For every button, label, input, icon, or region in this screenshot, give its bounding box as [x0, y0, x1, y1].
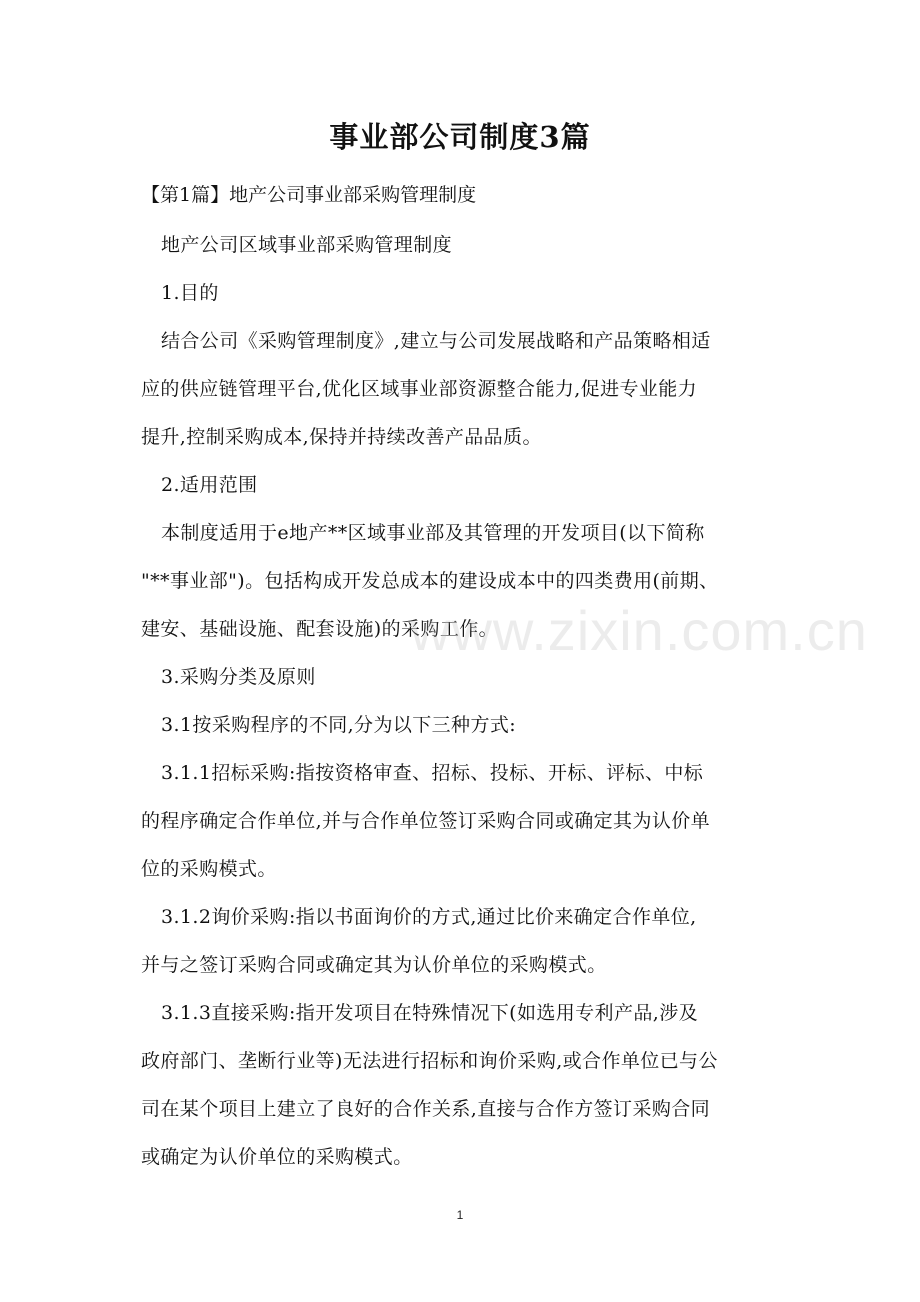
- paragraph-line: 3.1按采购程序的不同,分为以下三种方式:: [161, 714, 517, 736]
- paragraph-line: "**事业部")。包括构成开发总成本的建设成本中的四类费用(前期、: [141, 570, 719, 592]
- watermark: www.zixin.com.cn: [410, 599, 868, 662]
- paragraph-line: 位的采购模式。: [141, 858, 277, 880]
- section-2-heading: 2.适用范围: [161, 474, 258, 496]
- paragraph-line: 建安、基础设施、配套设施)的采购工作。: [141, 618, 499, 640]
- paragraph-line: 3.1.1招标采购:指按资格审查、招标、投标、开标、评标、中标: [161, 762, 704, 784]
- paragraph-line: 3.1.2询价采购:指以书面询价的方式,通过比价来确定合作单位,: [161, 906, 697, 928]
- paragraph-line: 3.1.3直接采购:指开发项目在特殊情况下(如选用专利产品,涉及: [161, 1002, 698, 1024]
- paragraph-line: 提升,控制采购成本,保持并持续改善产品品质。: [141, 426, 542, 448]
- paragraph-line: 司在某个项目上建立了良好的合作关系,直接与合作方签订采购合同: [141, 1098, 711, 1120]
- section-1-heading: 1.目的: [161, 282, 219, 304]
- page-number: 1: [456, 1208, 464, 1222]
- paragraph-line: 的程序确定合作单位,并与合作单位签订采购合同或确定其为认价单: [141, 810, 711, 832]
- document-title: 事业部公司制度3篇: [329, 120, 591, 154]
- paragraph-line: 应的供应链管理平台,优化区域事业部资源整合能力,促进专业能力: [141, 378, 698, 400]
- paragraph-line: 政府部门、垄断行业等)无法进行招标和询价采购,或合作单位已与公: [141, 1050, 718, 1072]
- paragraph-line: 或确定为认价单位的采购模式。: [141, 1146, 413, 1168]
- section-3-heading: 3.采购分类及原则: [161, 666, 316, 688]
- section-heading: 【第1篇】地产公司事业部采购管理制度: [141, 184, 477, 206]
- subtitle-line: 地产公司区域事业部采购管理制度: [161, 234, 453, 256]
- paragraph-line: 本制度适用于e地产**区域事业部及其管理的开发项目(以下简称: [161, 522, 705, 544]
- paragraph-line: 并与之签订采购合同或确定其为认价单位的采购模式。: [141, 954, 607, 976]
- paragraph-line: 结合公司《采购管理制度》,建立与公司发展战略和产品策略相适: [161, 330, 711, 352]
